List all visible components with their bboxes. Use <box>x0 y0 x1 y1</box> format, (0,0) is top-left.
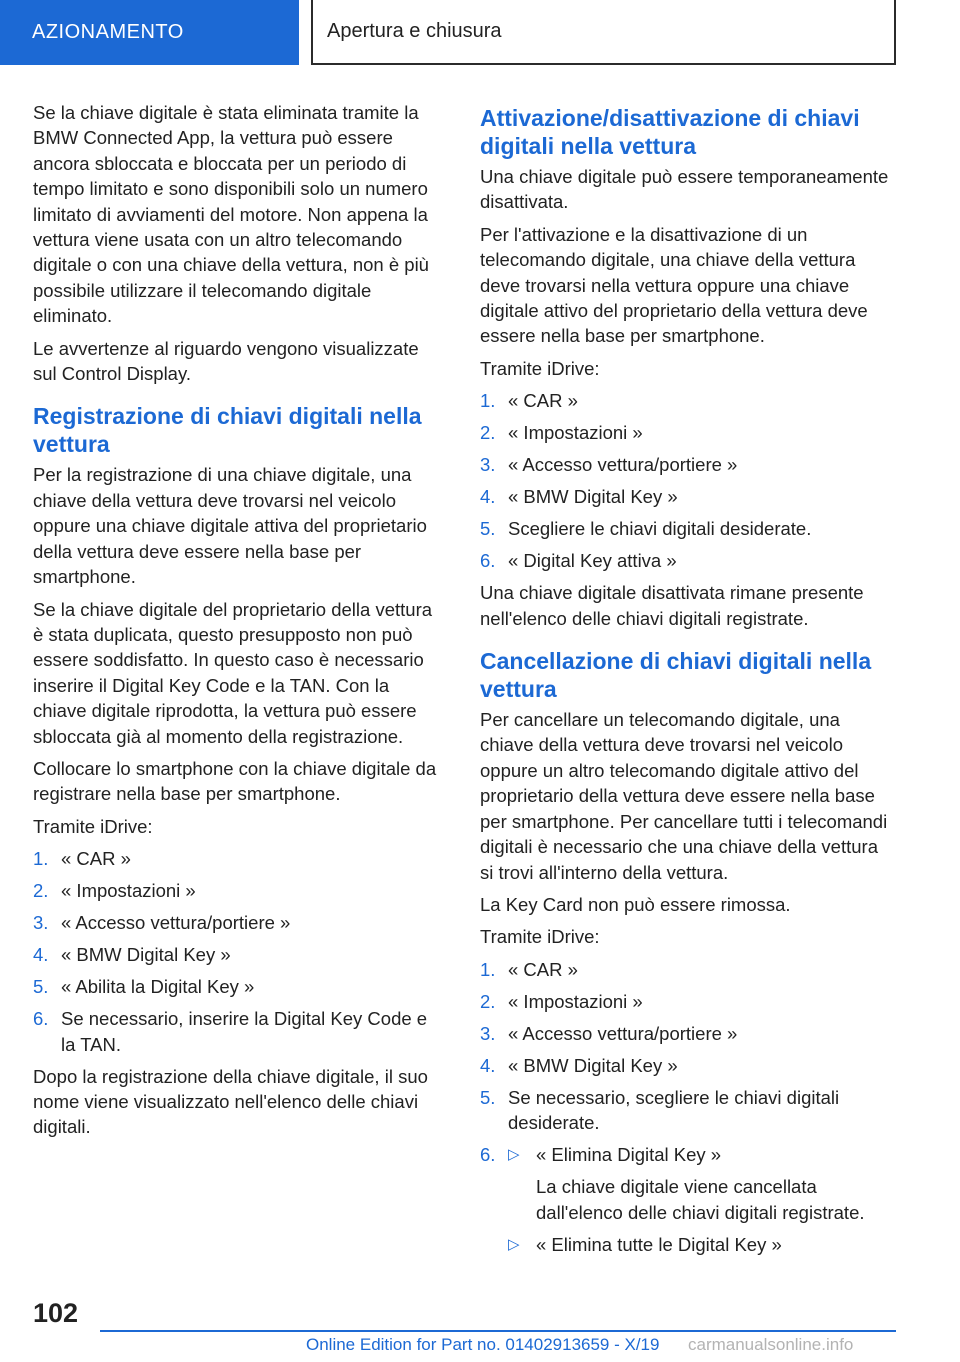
step-number: 3. <box>480 1022 496 1044</box>
paragraph: Collocare lo smartphone con la chiave digitale da registrare nella base per smartphone. <box>33 757 437 805</box>
list-item <box>480 548 896 573</box>
section-tab[interactable]: AZIONAMENTO <box>0 0 299 65</box>
step-number: 3. <box>480 454 496 476</box>
list-item <box>33 878 445 903</box>
list-item <box>480 989 896 1014</box>
list-item <box>33 1006 445 1057</box>
step-number: 4. <box>33 944 49 966</box>
step-number: 2. <box>33 880 49 902</box>
list-item <box>33 942 445 967</box>
step-text: « Accesso vettura/portiere » <box>61 912 291 934</box>
triangle-bullet-icon: ▷ <box>508 1146 520 1164</box>
list-item <box>480 388 896 413</box>
step-text: Se necessario, scegliere le chiavi digitali desiderate. <box>508 1086 840 1134</box>
step-text <box>508 1142 896 1263</box>
list-item <box>480 516 896 541</box>
step-text: Scegliere le chiavi digitali desiderate. <box>508 518 812 540</box>
step-text: « CAR » <box>61 848 131 870</box>
paragraph: Per l'attivazione e la disattivazione di un telecomando digitale, una chiave della vettura deve trovarsi nella vettura oppure una chiave digitale attivo del proprietario della vettura deve essere nella base per smartphone. <box>480 223 868 347</box>
step-text: « Impostazioni » <box>508 990 643 1012</box>
left-column <box>33 100 445 1147</box>
paragraph: Una chiave digitale può essere temporaneamente disattivata. <box>480 166 889 213</box>
paragraph: Tramite iDrive: <box>33 815 153 837</box>
watermark: carmanualsonline.info <box>688 1335 854 1354</box>
list-item <box>480 1085 896 1136</box>
sub-option-label: « Elimina tutte le Digital Key » <box>536 1233 782 1255</box>
step-number: 2. <box>480 422 496 444</box>
step-text: « BMW Digital Key » <box>508 1054 678 1076</box>
sub-option <box>508 1232 896 1257</box>
footer-edition: Online Edition for Part no. 01402913659 - X/19 <box>306 1335 660 1354</box>
sub-option <box>508 1142 896 1225</box>
paragraph: Tramite iDrive: <box>480 357 600 379</box>
step-number: 1. <box>480 390 496 412</box>
step-number: 4. <box>480 486 496 508</box>
list-item <box>33 846 445 871</box>
paragraph: Se la chiave digitale è stata eliminata tramite la BMW Connected App, la vettura può essere ancora sbloccata e bloccata per un periodo di tempo limitato e sono disponibili solo un numero limitato di avviamenti del motore. Non appena la vettura viene usata con un altro telecomando digitale o con una chiave della vettura, non è più possibile utilizzare il telecomando digitale eliminato. <box>33 102 429 327</box>
sub-option-description: La chiave digitale viene cancellata dall'elenco delle chiavi digitali registrate. <box>536 1176 865 1223</box>
step-number: 3. <box>33 912 49 934</box>
list-item <box>33 974 445 999</box>
sub-options <box>508 1142 896 1257</box>
step-text: « CAR » <box>508 390 578 412</box>
page-number: 102 <box>33 1298 79 1328</box>
list-item <box>480 957 896 982</box>
step-number: 5. <box>480 518 496 540</box>
paragraph: Per la registrazione di una chiave digitale, una chiave della vettura deve trovarsi nel veicolo oppure una chiave digitale attiva del proprietario della vettura deve essere nella base per smartphone. <box>33 464 427 588</box>
list-item <box>480 1142 896 1263</box>
list-item <box>480 420 896 445</box>
paragraph: Una chiave digitale disattivata rimane presente nell'elenco delle chiavi digitali registrate. <box>480 582 864 629</box>
step-number: 6. <box>33 1008 49 1030</box>
step-text: « Accesso vettura/portiere » <box>508 1022 738 1044</box>
step-number: 6. <box>480 550 496 572</box>
list-item <box>480 452 896 477</box>
step-number: 5. <box>480 1086 496 1108</box>
list-item <box>480 484 896 509</box>
step-number: 1. <box>33 848 49 870</box>
list-item <box>33 910 445 935</box>
step-text: « CAR » <box>508 958 578 980</box>
step-text: « BMW Digital Key » <box>61 944 231 966</box>
step-text: Se necessario, inserire la Digital Key Code e la TAN. <box>61 1008 428 1055</box>
sub-option-text <box>536 1142 896 1225</box>
paragraph: Dopo la registrazione della chiave digitale, il suo nome viene visualizzato nell'elenco delle chiavi digitali. <box>33 1065 428 1138</box>
step-text: « Accesso vettura/portiere » <box>508 454 738 476</box>
step-text: « Impostazioni » <box>508 422 643 444</box>
step-number: 4. <box>480 1054 496 1076</box>
activation-steps <box>480 388 896 573</box>
triangle-bullet-icon: ▷ <box>508 1235 520 1253</box>
sub-option-label: « Elimina Digital Key » <box>536 1144 722 1166</box>
footer-divider <box>100 1330 896 1332</box>
paragraph: La Key Card non può essere rimossa. <box>480 893 791 915</box>
paragraph: Per cancellare un telecomando digitale, una chiave della vettura deve trovarsi nel veicolo oppure un altro telecomando digitale attivo del proprietario della vettura deve essere nella base per smartphone. Per cancellare tutti i telecomandi digitali è necessario che una chiave della vettura si trovi all'interno della vettura. <box>480 709 888 883</box>
paragraph: Tramite iDrive: <box>480 926 600 948</box>
section-heading-activation: Attivazione/disattivazione di chiavi digitali nella vettura <box>480 105 860 159</box>
step-number: 2. <box>480 990 496 1012</box>
step-number: 6. <box>480 1144 496 1166</box>
right-column <box>480 100 896 1270</box>
step-text: « Digital Key attiva » <box>508 550 677 572</box>
step-number: 1. <box>480 958 496 980</box>
list-item <box>480 1021 896 1046</box>
chapter-title: Apertura e chiusura <box>311 0 896 65</box>
list-item <box>480 1053 896 1078</box>
paragraph: Le avvertenze al riguardo vengono visualizzate sul Control Display. <box>33 337 419 385</box>
step-text: « Impostazioni » <box>61 880 196 902</box>
section-heading-deletion: Cancellazione di chiavi digitali nella vettura <box>480 648 872 703</box>
step-text: « BMW Digital Key » <box>508 486 678 508</box>
deletion-steps <box>480 957 896 1264</box>
paragraph: Se la chiave digitale del proprietario della vettura è stata duplicata, questo presupposto non può essere soddisfatto. In questo caso è necessario inserire il Digital Key Code e la TAN. Con la chiave digitale riprodotta, la vettura può essere sbloccata già al momento della registrazione. <box>33 598 433 747</box>
step-text: « Abilita la Digital Key » <box>61 976 255 998</box>
registration-steps <box>33 846 445 1057</box>
step-number: 5. <box>33 976 49 998</box>
section-heading-registration: Registrazione di chiavi digitali nella vettura <box>33 403 422 458</box>
